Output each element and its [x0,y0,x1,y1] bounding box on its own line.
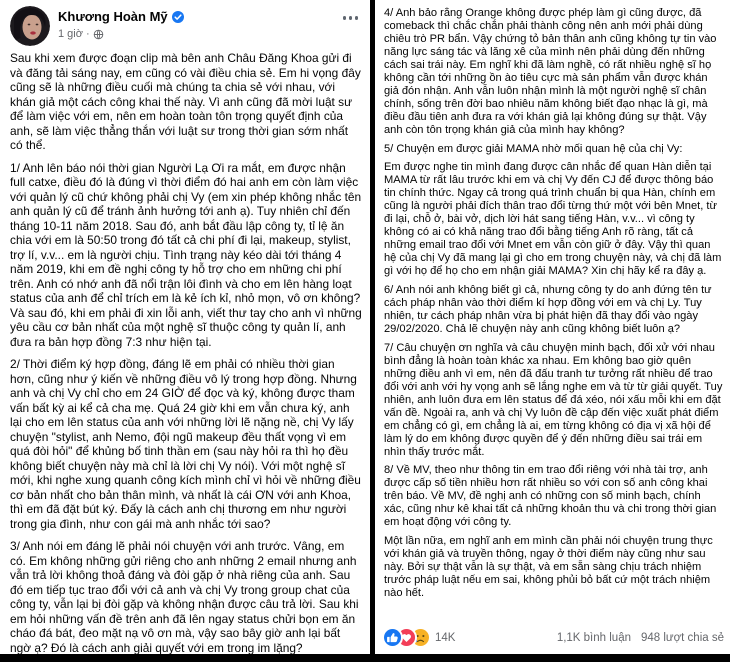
globe-icon [93,29,104,40]
header-meta [50,6,339,40]
post-timestamp[interactable]: 1 giờ [58,28,83,40]
post-paragraph: 7/ Câu chuyện ơn nghĩa và câu chuyện minh bạch, đối xử với nhau bình đẳng là hoàn toàn khác xa nhau. Em không bao giờ quên những điều anh vì em, nên đã đấu tranh tư tưởng rất nhiều để trao đổi với anh với hy vọng anh sẽ lắng nghe em và từ từ giải quyết. Tuy nhiên, anh luôn đưa em lên status để đá xéo, nói xấu mỗi khi em đặt vấn đề. Ngoài ra, anh và chị Vy luôn đề cập đến việc xuất phát điểm em chẳng có gì, em chẳng là ai, em từng không có địa vị xã hội để làm lý do em không được quyền để ý đến những điều sai trái em nhìn thấy trước mắt. [384,341,723,458]
post-paragraph: 4/ Anh bảo rằng Orange không được phép làm gì cũng được, đã comeback thì chắc chắn phải thành công nên anh mới phải dùng chiêu trò PR bẩn. Vậy chứng tỏ bản thân anh cũng không tự tin vào năng lực sáng tác và lăng xê của mình nên phải dùng đến những cách sai trái này. Em nghĩ khi đã làm nghề, có rất nhiều nghệ sĩ họ không cần tới những ồn ào tiêu cực mà sản phẩm vẫn được khán giả đón nhận. Anh vẫn luôn nhận mình là một người nghệ sĩ chân chính, sống trên đời bao nhiêu năm không biết đạo nhạc là gì, mà điều đầu tiên anh đưa ra với khán giả lại không đúng sự thật. Vậy anh còn tôn trọng khán giả của mình hay không? [384,7,717,136]
post-body-left [10,51,362,655]
post-paragraph: 5/ Chuyện em được giải MAMA nhờ mối quan hệ của chị Vy: [384,142,683,155]
engagement-bar [384,626,724,648]
post-paragraph: 3/ Anh nói em đáng lẽ phải nói chuyện với anh trước. Vâng, em có. Em không những gửi riêng cho anh những 2 email nhưng anh vẫn trả lời không thoả đáng và đòi gặp ở nhà riêng của anh. Sau đó em tiếp tục trao đổi với cả anh và chị Vy trong group chat của công ty, vẫn lại bị đòi gặp và không nhận được câu trả lời. Sau khi em hỏi những vấn đề trên anh đã lên ngay status chửi bọn em ăn cháo đá bát, đeo mặt nạ vô ơn mà, vậy sao bây giờ anh lại bất ngờ ạ? Đó là cách anh giải quyết với em trong im lặng? [10,539,359,655]
post-paragraph: 6/ Anh nói anh không biết gì cả, nhưng công ty do anh đứng tên tư cách pháp nhân vào thời điểm kí hợp đồng với em và chị Ly. Tuy nhiên, tư cách pháp nhân vừa bị phát hiện đã thay đổi vào ngày 29/02/2020. Chả lẽ chuyện này anh cũng không biết luôn ạ? [384,284,712,335]
engagement-counts [557,632,724,644]
post-header [10,6,362,46]
author-name[interactable]: Khương Hoàn Mỹ [58,9,168,24]
post-paragraph: Em được nghe tin mình đang được cân nhắc để quan Hàn diễn tại MAMA từ rất lâu trước khi em và chị Vy đến CJ để được thông báo tin chính thức. Ngay cả trong quá trình chuẩn bị qua Hàn, chính em cũng là người phải đích thân trao đổi từng thứ một với bên Mnet, từ đi lại, chỗ ở, bài vở, dịch lời hát sang tiếng Hàn, v.v... vì công ty không có ai có khả năng trao đổi bằng tiếng Anh rõ ràng, tất cả những email trao đổi với Mnet em vẫn còn giữ ở đây. Vậy thì quan hệ của chị Vy đã mang lại gì cho em trong chuyện này, và chị đã làm gì với họ để họ cho em nhận giải MAMA? Xin chị hãy kể ra đây ạ. [384,161,722,278]
post-paragraph: Một lần nữa, em nghĩ anh em mình cần phải nói chuyện trung thực với khán giả và truyền thông, ngay ở thời điểm này cũng như sau này. Bởi sự thật vẫn là sự thật, và em sẵn sàng chịu trách nhiệm trước pháp luật nếu em sai, không phủi bỏ bất cứ một trách nhiệm nào hết. [384,535,713,600]
post-paragraph: 2/ Thời điểm ký hợp đồng, đáng lẽ em phải có nhiều thời gian hơn, cũng như ý kiến về những điều vô lý trong hợp đồng. Nhưng anh và chị Vy chỉ cho em 24 GIỜ để đọc và ký, không được tham vấn bất kỳ ai kể cả cha mẹ. Quá 24 giờ khi em vẫn chưa ký, anh lại cho em lên status của anh với những lời lẽ nặng nề, chị Vy lấy chuyện "stylist, anh Nemo, đội ngũ makeup đều thất vọng vì em quá đòi hỏi" để khủng bố tinh thần em (sau này hỏi ra thì họ đều không biết chuyện này mà chỉ là lời chị Vy nói). Với một nghệ sĩ mới, khi nghe xung quanh công kích mình chỉ vì hỏi về những điều cơ bản nhất cho bản thân mình, và nhất là cái ƠN với anh Khoa, thì em đã đặt bút ký. Đấy là cách anh chị thương em như người trong gia đình, như con gái mà anh nhắc tới sao? [10,357,361,531]
post-options-button[interactable] [339,6,363,30]
post-paragraph: 1/ Anh lên báo nói thời gian Người Lạ Ơi ra mắt, em được nhận full catxe, điều đó là đúng vì thời điểm đó hai anh em còn làm việc với quản lý cũ chứ không phải chị Vy (em xin phép không nhắc tên anh quản lý cũ để tránh ảnh hưởng tới anh ạ). Tuy nhiên chỉ đến tháng 10-11 năm 2018. Sau đó, anh bắt đầu lập công ty, tỉ lệ ăn chia với em là 50:50 trong đó tất cả chi phí đi lại, makeup, stylist, trợ lí, v.v... em là người chịu. Tình trạng này kéo dài tới tháng 4 năm 2019, khi em đề nghị công ty hỗ trợ cho em những chi phí trên. Anh có nhớ anh đã nổi trận lôi đình và cho em lên hàng loạt status của anh để chỉ trích em là kẻ ích kỉ, nhỏ mọn, vô ơn không? Và sau đó, khi em phải đi xin lỗi anh, viết thư tay cho anh vì những yêu cầu cơ bản nhất của một nghệ sĩ thuộc công ty quản lí, anh đưa ra bản hợp đồng 7:3 như hiện tại. [10,160,362,349]
like-icon [384,629,401,646]
comments-count[interactable]: 1,1K bình luận [556,631,631,644]
verified-badge-icon [172,11,184,23]
shares-count[interactable]: 948 lượt chia sẻ [640,631,724,644]
post-screenshot-part2 [375,0,730,662]
bottom-border [0,654,730,662]
timestamp-separator: · [85,28,90,40]
post-paragraph: 8/ Về MV, theo như thông tin em trao đổi riêng với nhà tài trợ, anh được cấp số tiền nhiều hơn rất nhiều so với con số anh công khai trên báo. Về MV, đề nghị anh có những con số minh bạch, chính xác, cũng như kê khai tất cả những khoản thu và chi trong thời gian em hoạt động với công ty. [384,464,717,529]
post-body-right [384,7,724,626]
avatar[interactable] [10,6,50,46]
post-paragraph: Sau khi xem được đoạn clip mà bên anh Châu Đăng Khoa gửi đi và đăng tải sáng nay, em cũng có vài điều chia sẻ. Em hi vọng đây cũng sẽ là những điều cuối mà chúng ta chia sẻ với nhau, với khán giả một cách công khai thế này. Vì anh cũng đã mời luật sư để làm việc với em, nên em hoàn toàn tôn trọng quyết định của anh, sẽ làm việc thẳng thắn với luật sư trong thời gian sớm nhất có thể. [10,51,361,152]
reaction-count: 14K [435,631,456,644]
reaction-summary[interactable] [384,629,455,646]
